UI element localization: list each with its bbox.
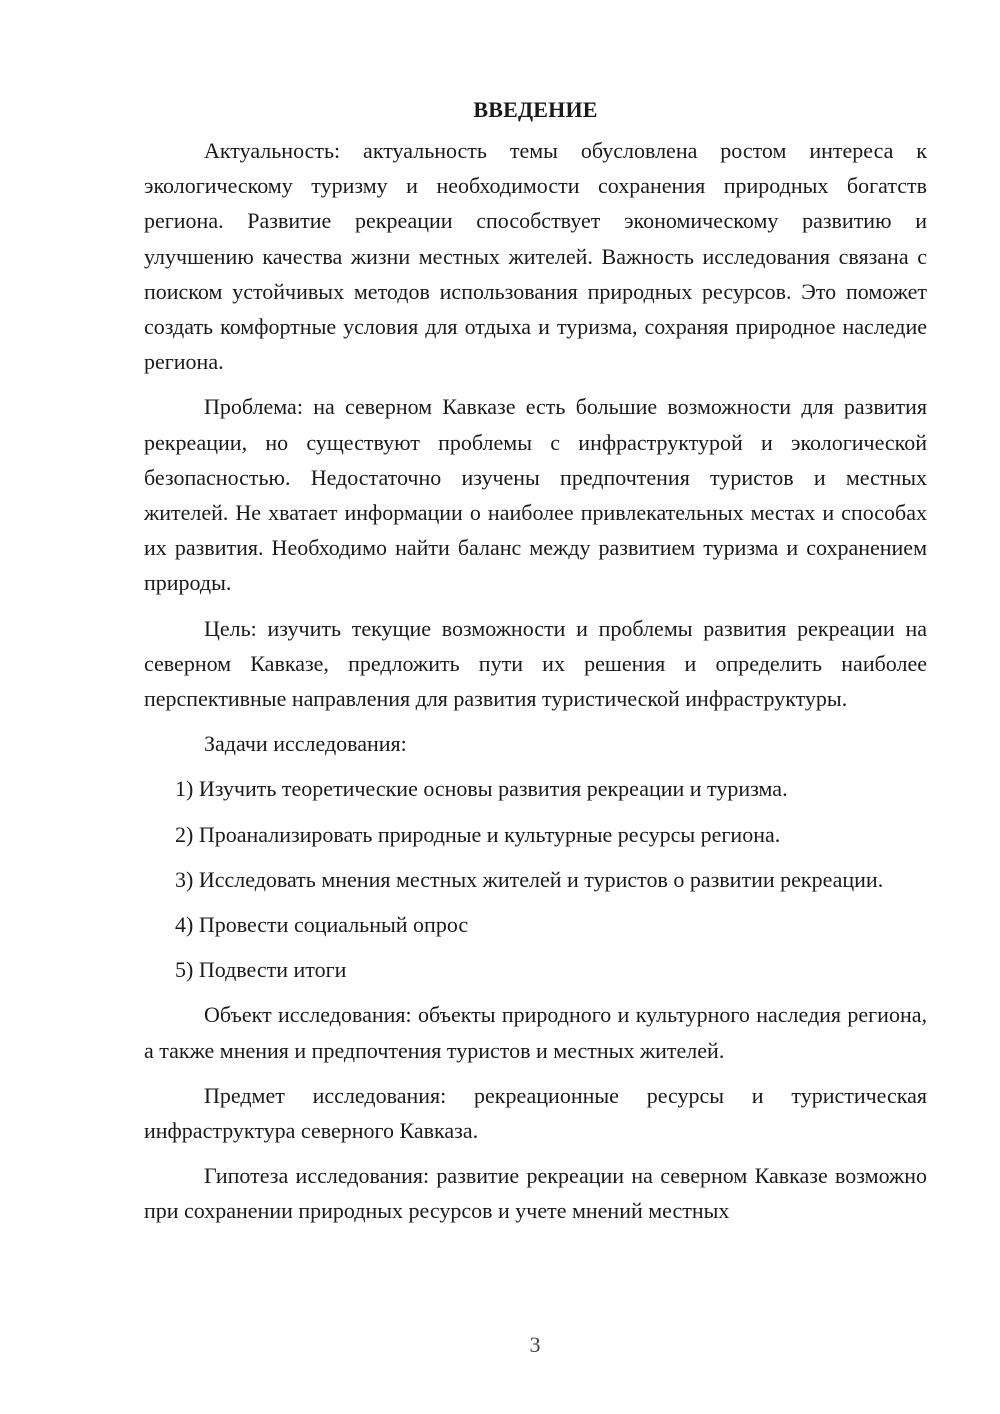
task-item: 3) Исследовать мнения местных жителей и туристов о развитии рекреации. <box>175 866 884 892</box>
goal-paragraph: Цель: изучить текущие возможности и проблемы развития рекреации на северном Кавказе, предложить пути их решения и определить наиболее перспективные направления для развития туристической инфраструктуры. <box>144 615 927 712</box>
document-page <box>144 92 927 1239</box>
problem-paragraph: Проблема: на северном Кавказе есть большие возможности для развития рекреации, но существуют проблемы с инфраструктурой и экологической безопасностью. Недостаточно изучены предпочтения туристов и местных жителей. Не хватает информации о наиболее привлекательных местах и способах их развития. Необходимо найти баланс между развитием туризма и сохранением природы. <box>144 394 927 596</box>
subject-paragraph: Предмет исследования: рекреационные ресурсы и туристическая инфраструктура северного Кавказа. <box>144 1082 927 1144</box>
task-item: 1) Изучить теоретические основы развития рекреации и туризма. <box>175 776 788 802</box>
task-item: 5) Подвести итоги <box>175 957 347 983</box>
page-number: 3 <box>529 1332 541 1357</box>
task-item: 2) Проанализировать природные и культурные ресурсы региона. <box>175 821 781 847</box>
object-paragraph: Объект исследования: объекты природного и культурного наследия региона, а также мнения и предпочтения туристов и местных жителей. <box>144 1002 927 1063</box>
hypothesis-paragraph: Гипотеза исследования: развитие рекреации на северном Кавказе возможно при сохранении природных ресурсов и учете мнений местных <box>144 1163 927 1224</box>
section-heading: ВВЕДЕНИЕ <box>473 97 598 122</box>
relevance-paragraph: Актуальность: актуальность темы обусловлена ростом интереса к экологическому туризму и необходимости сохранения природных богатств региона. Развитие рекреации способствует экономическому развитию и улучшению качества жизни местных жителей. Важность исследования связана с поиском устойчивых методов использования природных ресурсов. Это поможет создать комфортные условия для отдыха и туризма, сохраняя природное наследие региона. <box>144 138 927 375</box>
task-item: 4) Провести социальный опрос <box>175 912 469 938</box>
tasks-heading: Задачи исследования: <box>204 731 407 757</box>
